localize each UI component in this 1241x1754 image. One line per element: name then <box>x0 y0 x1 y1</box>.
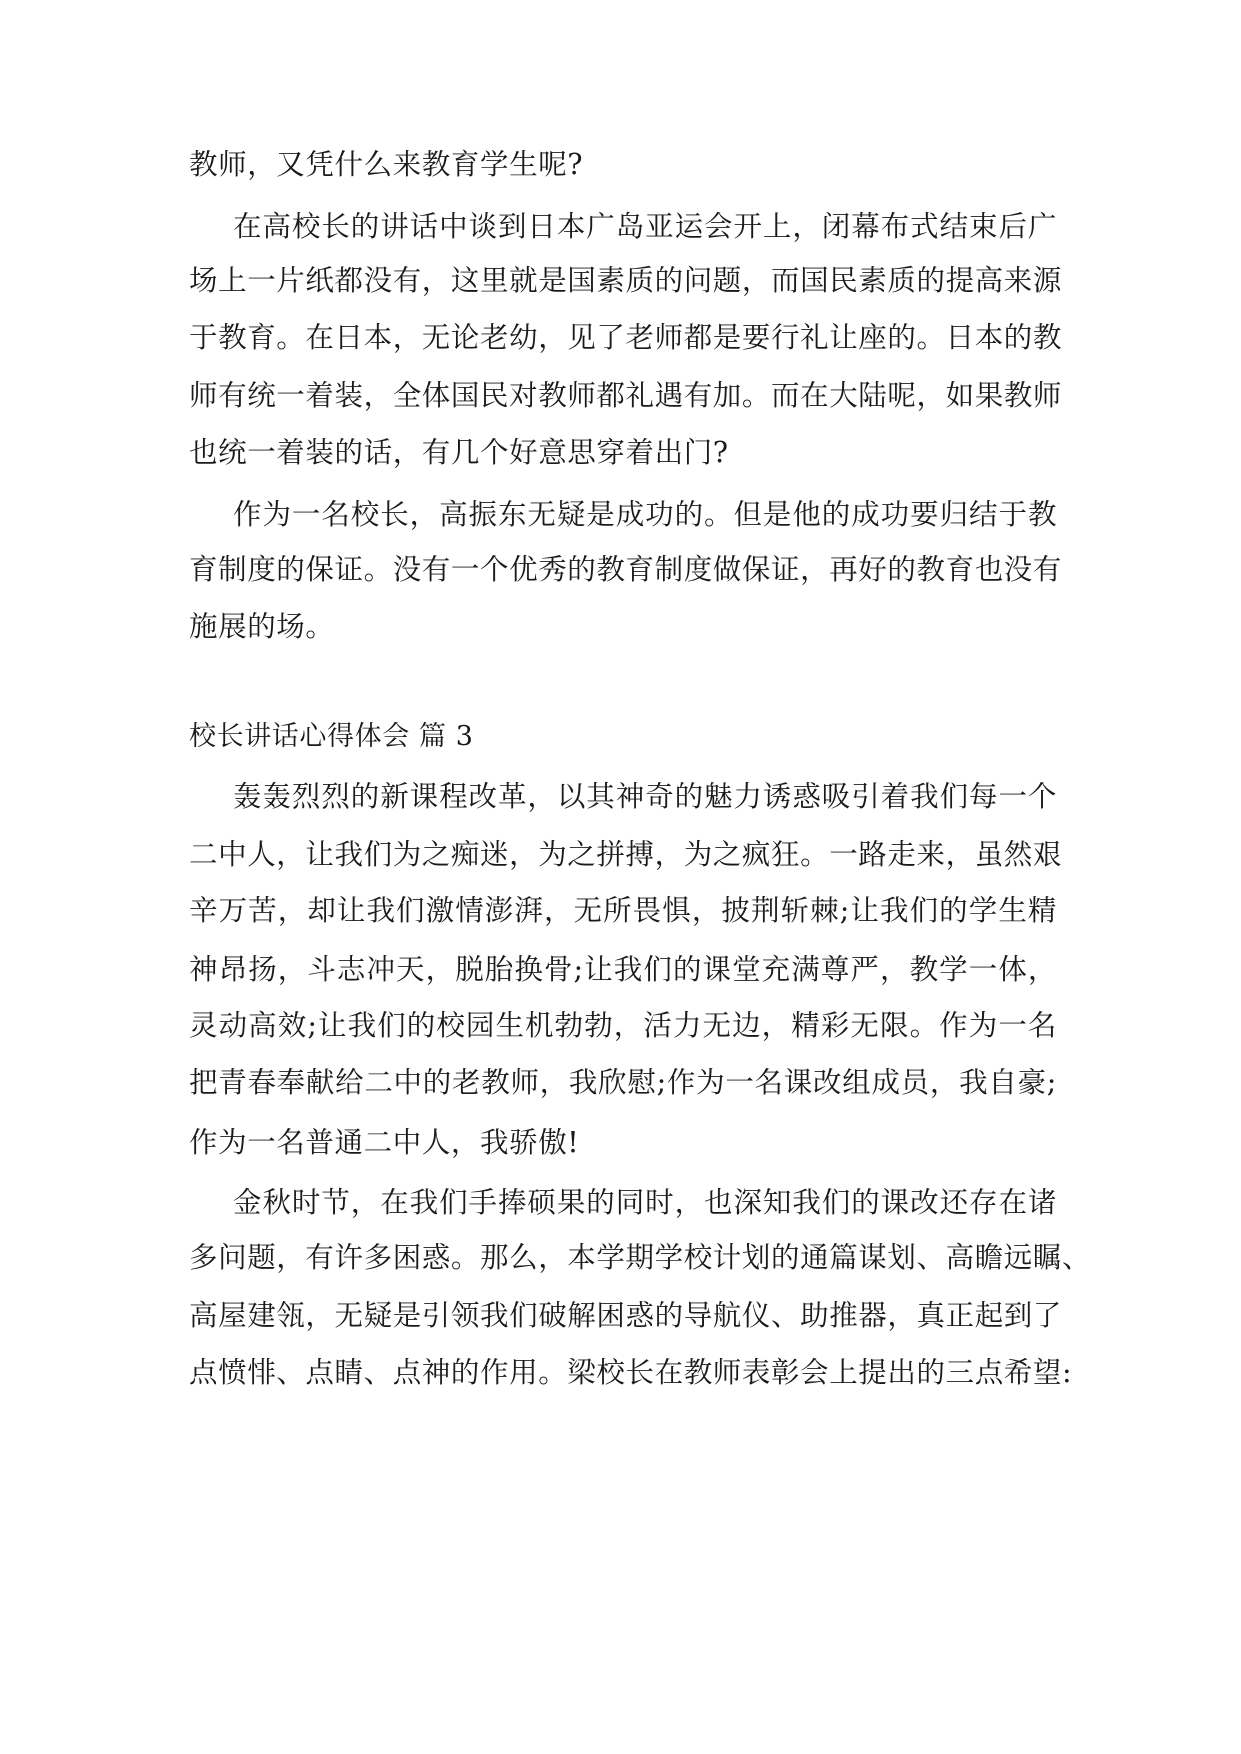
paragraph-first-line: 在高校长的讲话中谈到日本广岛亚运会开上，闭幕布式结束后广 <box>233 210 1057 243</box>
text-line: 也统一着装的话，有几个好意思穿着出门? <box>189 436 729 469</box>
text-line: 育制度的保证。没有一个优秀的教育制度做保证，再好的教育也没有 <box>189 553 1063 586</box>
text-line: 作为一名普通二中人，我骄傲! <box>189 1126 580 1159</box>
section-heading: 校长讲话心得体会 篇 3 <box>189 721 474 752</box>
text-line: 辛万苦，却让我们激情澎湃，无所畏惧，披荆斩棘;让我们的学生精 <box>189 894 1057 927</box>
text-line: 神昂扬，斗志冲天，脱胎换骨;让我们的课堂充满尊严，教学一体， <box>189 953 1057 986</box>
text-line: 教师，又凭什么来教育学生呢? <box>189 148 584 181</box>
text-line: 于教育。在日本，无论老幼，见了老师都是要行礼让座的。日本的教 <box>189 321 1063 354</box>
paragraph-first-line: 金秋时节，在我们手捧硕果的同时，也深知我们的课改还存在诸 <box>233 1186 1057 1219</box>
paragraph-first-line: 作为一名校长，高振东无疑是成功的。但是他的成功要归结于教 <box>233 498 1057 531</box>
text-line: 二中人，让我们为之痴迷，为之拼搏，为之疯狂。一路走来，虽然艰 <box>189 838 1063 871</box>
paragraph-first-line: 轰轰烈烈的新课程改革，以其神奇的魅力诱惑吸引着我们每一个 <box>233 780 1057 813</box>
text-line: 多问题，有许多困惑。那么，本学期学校计划的通篇谋划、高瞻远瞩、 <box>189 1241 1092 1274</box>
text-line: 灵动高效;让我们的校园生机勃勃，活力无边，精彩无限。作为一名 <box>189 1009 1057 1042</box>
text-line: 师有统一着装，全体国民对教师都礼遇有加。而在大陆呢，如果教师 <box>189 379 1063 412</box>
text-line: 点愤悱、点睛、点神的作用。梁校长在教师表彰会上提出的三点希望: <box>189 1356 1073 1389</box>
text-line: 施展的场。 <box>189 610 335 643</box>
text-line: 高屋建瓴，无疑是引领我们破解困惑的导航仪、助推器，真正起到了 <box>189 1299 1063 1332</box>
text-line: 把青春奉献给二中的老教师，我欣慰;作为一名课改组成员，我自豪; <box>189 1066 1057 1099</box>
text-line: 场上一片纸都没有，这里就是国素质的问题，而国民素质的提高来源 <box>189 264 1063 297</box>
